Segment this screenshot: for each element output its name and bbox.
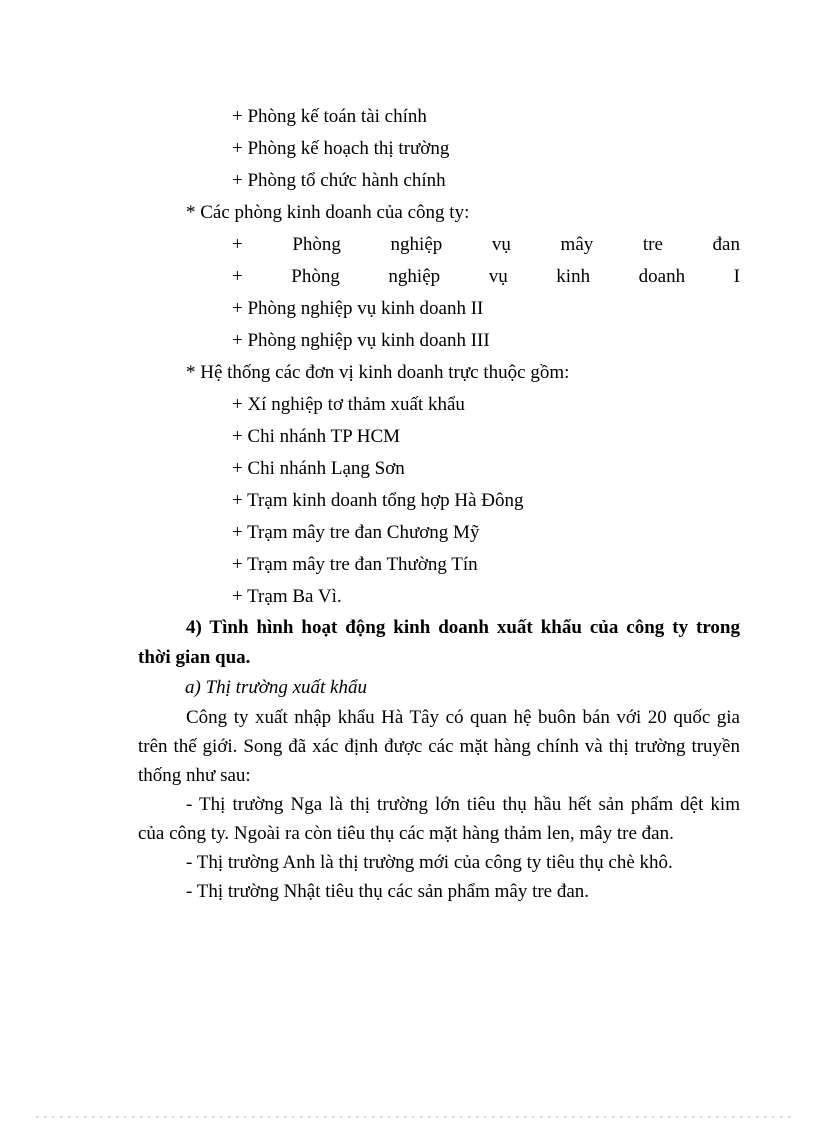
doc-line-unit-silk: + Xí nghiệp tơ thảm xuất khẩu [232,394,465,415]
doc-line-biz-trade-2: + Phòng nghiệp vụ kinh doanh II [232,298,484,319]
doc-intro-line2: trên thế giới. Song đã xác định được các mặt hàng chính và thị trường truyền [138,736,740,757]
document-content [138,101,740,906]
doc-subheading-a: a) Thị trường xuất khẩu [185,677,367,698]
doc-line-unit-thuongtin: + Trạm mây tre đan Thường Tín [232,554,478,575]
doc-heading4-line2: thời gian qua. [138,647,251,668]
doc-line-dept-planning: + Phòng kế hoạch thị trường [232,138,450,159]
doc-line-biz-trade-1: + Phòng nghiệp vụ kinh doanh I [232,266,740,287]
doc-line-unit-chuongmy: + Trạm mây tre đan Chương Mỹ [232,522,480,543]
doc-line-biz-trade-3: + Phòng nghiệp vụ kinh doanh III [232,330,490,351]
doc-intro-line3: thống như sau: [138,765,251,786]
doc-market-anh-line: - Thị trường Anh là thị trường mới của công ty tiêu thụ chè khô. [186,852,673,873]
scan-artifact-dotted-line [36,1116,792,1118]
doc-line-star-business-rooms: * Các phòng kinh doanh của công ty: [186,202,470,223]
doc-intro-line1: Công ty xuất nhập khẩu Hà Tây có quan hệ buôn bán với 20 quốc gia [186,707,740,728]
doc-line-unit-hcm: + Chi nhánh TP HCM [232,426,401,447]
doc-line-unit-bavi: + Trạm Ba Vì. [232,586,342,607]
doc-line-dept-admin: + Phòng tổ chức hành chính [232,170,446,191]
doc-market-nga-line1: - Thị trường Nga là thị trường lớn tiêu thụ hầu hết sản phẩm dệt kim [186,794,740,815]
doc-market-nga-line2: của công ty. Ngoài ra còn tiêu thụ các mặt hàng thảm len, mây tre đan. [138,823,674,844]
doc-line-unit-hadong: + Trạm kinh doanh tổng hợp Hà Đông [232,490,524,511]
doc-line-dept-finance: + Phòng kế toán tài chính [232,106,427,127]
doc-line-biz-bamboo: + Phòng nghiệp vụ mây tre đan [232,234,740,255]
doc-line-star-units: * Hệ thống các đơn vị kinh doanh trực thuộc gồm: [186,362,570,383]
doc-line-unit-langson: + Chi nhánh Lạng Sơn [232,458,405,479]
doc-heading4-line1: 4) Tình hình hoạt động kinh doanh xuất khẩu của công ty trong [186,617,740,638]
doc-market-nhat-line: - Thị trường Nhật tiêu thụ các sản phẩm mây tre đan. [186,881,590,902]
